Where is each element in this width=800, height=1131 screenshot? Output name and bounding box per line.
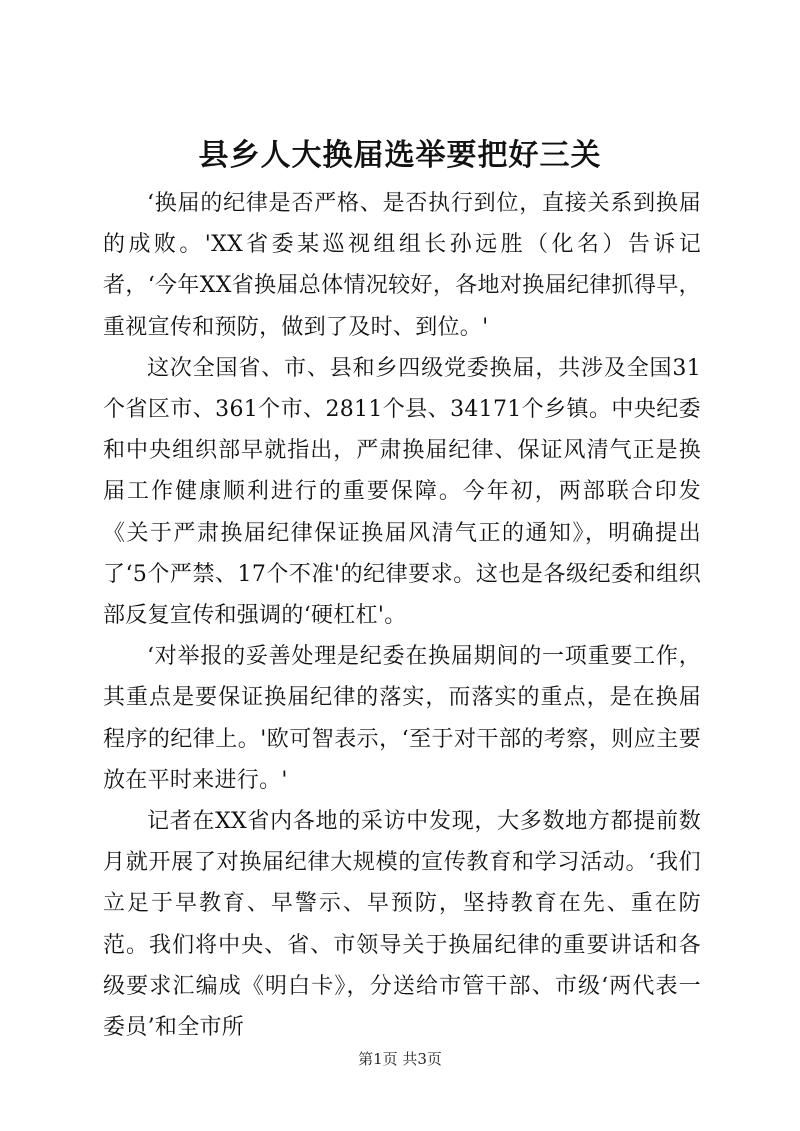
- page-indicator: 第1页 共3页: [358, 1050, 442, 1068]
- paragraph-2: 这次全国省、市、县和乡四级党委换届，共涉及全国31个省区市、361个市、2811个县、34171个乡镇。中央纪委和中央组织部早就指出，严肃换届纪律、保证风清气正是换届工作健康顺利进行的重要保障。今年初，两部联合印发《关于严肃换届纪律保证换届风清气正的通知》，明确提出了‘5个严禁、17个不准'的纪律要求。这也是各级纪委和组织部反复宣传和强调的‘硬杠杠'。: [103, 355, 701, 629]
- paragraph-4: 记者在XX省内各地的采访中发现，大多数地方都提前数月就开展了对换届纪律大规模的宣传教育和学习活动。‘我们立足于早教育、早警示、早预防，坚持教育在先、重在防范。我们将中央、省、市领导关于换届纪律的重要讲话和各级要求汇编成《明白卡》，分送给市管干部、市级‘两代表一委员’和全市所: [103, 809, 701, 1041]
- paragraph-1: ‘换届的纪律是否严格、是否执行到位，直接关系到换届的成败。'XX省委某巡视组组长孙远胜（化名）告诉记者，‘今年XX省换届总体情况较好，各地对换届纪律抓得早，重视宣传和预防，做到了及时、到位。': [103, 191, 701, 340]
- page-footer: [0, 1049, 800, 1069]
- paragraph-3: ‘对举报的妥善处理是纪委在换届期间的一项重要工作，其重点是要保证换届纪律的落实，而落实的重点，是在换届程序的纪律上。'欧可智表示，‘至于对干部的考察，则应主要放在平时来进行。': [103, 644, 701, 793]
- document-body: [103, 183, 701, 1048]
- document-title: 县乡人大换届选举要把好三关: [198, 138, 602, 173]
